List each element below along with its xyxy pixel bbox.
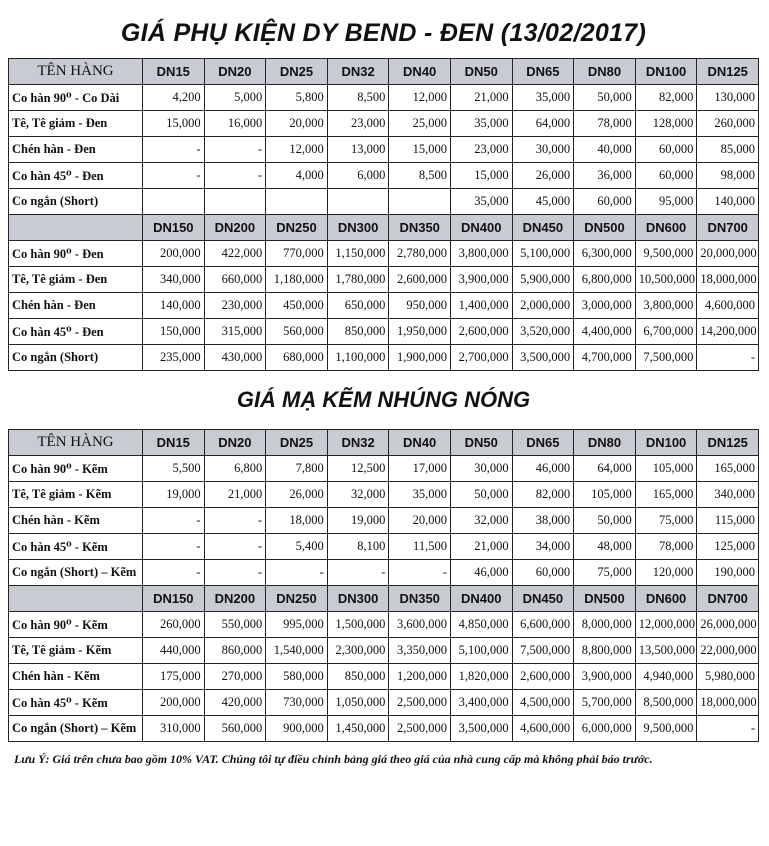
price-cell: 680,000 xyxy=(266,345,328,371)
size-header: DN450 xyxy=(512,586,574,612)
price-cell: 6,000,000 xyxy=(574,716,636,742)
price-cell: 18,000,000 xyxy=(697,267,759,293)
size-header: DN65 xyxy=(512,59,574,85)
price-cell: 2,500,000 xyxy=(389,716,451,742)
price-cell: 3,800,000 xyxy=(635,293,697,319)
black-fittings-table xyxy=(8,58,759,371)
price-cell: 18,000,000 xyxy=(697,690,759,716)
price-cell: 19,000 xyxy=(143,482,205,508)
item-name: Chén hàn - Kẽm xyxy=(9,508,143,534)
price-cell: 1,200,000 xyxy=(389,664,451,690)
item-name: Co hàn 90⁰ - Co Dài xyxy=(9,85,143,111)
size-header: DN350 xyxy=(389,215,451,241)
price-cell: 15,000 xyxy=(389,137,451,163)
item-name: Co hàn 90⁰ - Đen xyxy=(9,241,143,267)
price-cell: 5,500 xyxy=(143,456,205,482)
price-cell: 450,000 xyxy=(266,293,328,319)
price-cell: 2,780,000 xyxy=(389,241,451,267)
price-cell: 150,000 xyxy=(143,319,205,345)
price-cell: 35,000 xyxy=(512,85,574,111)
price-cell: 15,000 xyxy=(143,111,205,137)
item-name: Co ngắn (Short) – Kẽm xyxy=(9,560,143,586)
price-cell: 130,000 xyxy=(697,85,759,111)
price-cell: 60,000 xyxy=(574,189,636,215)
size-header: DN20 xyxy=(204,430,266,456)
price-cell: 78,000 xyxy=(635,534,697,560)
price-cell xyxy=(266,189,328,215)
size-header: DN25 xyxy=(266,430,328,456)
item-name: Tê, Tê giảm - Đen xyxy=(9,111,143,137)
price-cell: 46,000 xyxy=(450,560,512,586)
price-cell: 12,500 xyxy=(327,456,389,482)
price-cell: 200,000 xyxy=(143,241,205,267)
price-cell: 1,500,000 xyxy=(327,612,389,638)
size-header: DN400 xyxy=(450,215,512,241)
price-cell: 11,500 xyxy=(389,534,451,560)
table-row xyxy=(9,241,759,267)
price-cell: 5,100,000 xyxy=(512,241,574,267)
price-cell: 315,000 xyxy=(204,319,266,345)
black-section-title: GIÁ PHỤ KIỆN DY BEND - ĐEN (13/02/2017) xyxy=(120,19,647,47)
size-header: DN600 xyxy=(635,586,697,612)
price-cell: 3,600,000 xyxy=(389,612,451,638)
price-cell: 21,000 xyxy=(450,534,512,560)
table-row xyxy=(9,163,759,189)
price-cell: 4,400,000 xyxy=(574,319,636,345)
price-cell: 550,000 xyxy=(204,612,266,638)
price-cell: 730,000 xyxy=(266,690,328,716)
table-row xyxy=(9,690,759,716)
price-cell: 16,000 xyxy=(204,111,266,137)
price-cell: 2,000,000 xyxy=(512,293,574,319)
price-cell: 950,000 xyxy=(389,293,451,319)
table-row xyxy=(9,612,759,638)
price-cell xyxy=(143,189,205,215)
price-cell: 770,000 xyxy=(266,241,328,267)
price-cell: 3,900,000 xyxy=(574,664,636,690)
header-row xyxy=(9,586,759,612)
price-cell: 50,000 xyxy=(574,508,636,534)
size-header: DN500 xyxy=(574,586,636,612)
price-cell: 3,500,000 xyxy=(512,345,574,371)
size-header: DN450 xyxy=(512,215,574,241)
table-row xyxy=(9,137,759,163)
price-cell: 2,500,000 xyxy=(389,690,451,716)
size-header: DN250 xyxy=(266,215,328,241)
price-cell: 82,000 xyxy=(512,482,574,508)
item-name: Chén hàn - Đen xyxy=(9,137,143,163)
price-cell: 17,000 xyxy=(389,456,451,482)
price-cell: 30,000 xyxy=(512,137,574,163)
size-header: DN600 xyxy=(635,215,697,241)
price-cell: 23,000 xyxy=(327,111,389,137)
price-cell: 13,500,000 xyxy=(635,638,697,664)
price-cell: 8,500 xyxy=(327,85,389,111)
price-cell: 175,000 xyxy=(143,664,205,690)
price-cell: 13,000 xyxy=(327,137,389,163)
size-header: DN32 xyxy=(327,59,389,85)
item-name: Co hàn 90⁰ - Kẽm xyxy=(9,456,143,482)
size-header: DN40 xyxy=(389,59,451,85)
vat-note: Lưu Ý: Giá trên chưa bao gồm 10% VAT. Chúng tôi tự điều chỉnh bảng giá theo giá của nhà cung cấp mà không phải báo trước. xyxy=(14,752,653,766)
price-cell: 3,400,000 xyxy=(450,690,512,716)
item-name: Tê, Tê giảm - Đen xyxy=(9,267,143,293)
price-cell: 2,600,000 xyxy=(512,664,574,690)
price-cell: 1,540,000 xyxy=(266,638,328,664)
price-cell: 4,600,000 xyxy=(512,716,574,742)
price-cell: 580,000 xyxy=(266,664,328,690)
price-cell: 8,000,000 xyxy=(574,612,636,638)
table-row xyxy=(9,534,759,560)
size-header: DN32 xyxy=(327,430,389,456)
price-cell: 8,500 xyxy=(389,163,451,189)
header-row xyxy=(9,59,759,85)
price-cell: 35,000 xyxy=(450,189,512,215)
price-cell: 235,000 xyxy=(143,345,205,371)
price-cell: 20,000 xyxy=(389,508,451,534)
price-cell: 35,000 xyxy=(450,111,512,137)
size-header: DN65 xyxy=(512,430,574,456)
price-cell: 5,800 xyxy=(266,85,328,111)
size-header: DN15 xyxy=(143,59,205,85)
price-cell: 3,520,000 xyxy=(512,319,574,345)
price-cell: - xyxy=(697,345,759,371)
name-column-header: TÊN HÀNG xyxy=(9,430,143,456)
price-cell: 260,000 xyxy=(697,111,759,137)
price-cell: 34,000 xyxy=(512,534,574,560)
price-cell: 4,700,000 xyxy=(574,345,636,371)
price-cell: 32,000 xyxy=(450,508,512,534)
header-row xyxy=(9,215,759,241)
price-cell: 440,000 xyxy=(143,638,205,664)
price-cell: 2,600,000 xyxy=(450,319,512,345)
price-cell: 3,800,000 xyxy=(450,241,512,267)
price-cell: 23,000 xyxy=(450,137,512,163)
size-header: DN200 xyxy=(204,586,266,612)
price-cell: 7,500,000 xyxy=(635,345,697,371)
price-cell: 64,000 xyxy=(512,111,574,137)
price-cell: 1,950,000 xyxy=(389,319,451,345)
price-cell: - xyxy=(204,534,266,560)
price-cell: 60,000 xyxy=(635,137,697,163)
size-header: DN25 xyxy=(266,59,328,85)
item-name: Co ngắn (Short) – Kẽm xyxy=(9,716,143,742)
size-header: DN50 xyxy=(450,59,512,85)
size-header: DN700 xyxy=(697,215,759,241)
price-cell: 3,000,000 xyxy=(574,293,636,319)
price-cell: 1,400,000 xyxy=(450,293,512,319)
price-cell: 30,000 xyxy=(450,456,512,482)
price-cell: 230,000 xyxy=(204,293,266,319)
price-cell: 15,000 xyxy=(450,163,512,189)
price-cell: 6,000 xyxy=(327,163,389,189)
blank-header-cell xyxy=(9,586,143,612)
price-cell: 6,800 xyxy=(204,456,266,482)
price-cell: 50,000 xyxy=(574,85,636,111)
price-cell: - xyxy=(204,137,266,163)
table-row xyxy=(9,456,759,482)
price-cell: 12,000,000 xyxy=(635,612,697,638)
price-cell: 60,000 xyxy=(635,163,697,189)
price-cell: 660,000 xyxy=(204,267,266,293)
price-cell: 1,050,000 xyxy=(327,690,389,716)
table-row xyxy=(9,638,759,664)
price-cell: 420,000 xyxy=(204,690,266,716)
price-cell xyxy=(204,189,266,215)
price-cell: 4,600,000 xyxy=(697,293,759,319)
price-cell: 430,000 xyxy=(204,345,266,371)
item-name: Co hàn 45⁰ - Đen xyxy=(9,319,143,345)
price-cell: 14,200,000 xyxy=(697,319,759,345)
price-cell: 4,500,000 xyxy=(512,690,574,716)
price-cell: 18,000 xyxy=(266,508,328,534)
price-cell: 120,000 xyxy=(635,560,697,586)
price-cell: - xyxy=(204,560,266,586)
size-header: DN100 xyxy=(635,59,697,85)
table-row xyxy=(9,716,759,742)
price-cell: 20,000,000 xyxy=(697,241,759,267)
price-cell: 850,000 xyxy=(327,319,389,345)
size-header: DN125 xyxy=(697,59,759,85)
price-cell: 46,000 xyxy=(512,456,574,482)
price-cell: 9,500,000 xyxy=(635,716,697,742)
price-cell: 75,000 xyxy=(635,508,697,534)
price-sheet xyxy=(8,8,759,838)
size-header: DN200 xyxy=(204,215,266,241)
price-cell: - xyxy=(143,137,205,163)
price-cell: 32,000 xyxy=(327,482,389,508)
price-cell: 1,820,000 xyxy=(450,664,512,690)
price-cell: 26,000,000 xyxy=(697,612,759,638)
price-cell: 1,900,000 xyxy=(389,345,451,371)
price-cell: 6,800,000 xyxy=(574,267,636,293)
price-cell: 5,700,000 xyxy=(574,690,636,716)
size-header: DN300 xyxy=(327,586,389,612)
price-cell: - xyxy=(204,163,266,189)
price-cell: 36,000 xyxy=(574,163,636,189)
price-cell: 85,000 xyxy=(697,137,759,163)
price-cell: 860,000 xyxy=(204,638,266,664)
table-row xyxy=(9,508,759,534)
price-cell: 128,000 xyxy=(635,111,697,137)
item-name: Chén hàn - Đen xyxy=(9,293,143,319)
price-cell: 3,500,000 xyxy=(450,716,512,742)
galvanized-section-title: GIÁ MẠ KẼM NHÚNG NÓNG xyxy=(236,387,531,412)
price-cell: 1,150,000 xyxy=(327,241,389,267)
price-cell: 6,600,000 xyxy=(512,612,574,638)
price-cell: - xyxy=(143,560,205,586)
price-cell: 340,000 xyxy=(697,482,759,508)
price-cell: 5,100,000 xyxy=(450,638,512,664)
size-header: DN150 xyxy=(143,215,205,241)
price-cell: 21,000 xyxy=(204,482,266,508)
item-name: Co hàn 90⁰ - Kẽm xyxy=(9,612,143,638)
price-cell: 48,000 xyxy=(574,534,636,560)
price-cell: 340,000 xyxy=(143,267,205,293)
price-cell: 560,000 xyxy=(204,716,266,742)
price-cell: 4,000 xyxy=(266,163,328,189)
price-cell: 3,350,000 xyxy=(389,638,451,664)
price-cell: 82,000 xyxy=(635,85,697,111)
size-header: DN40 xyxy=(389,430,451,456)
price-cell: 2,600,000 xyxy=(389,267,451,293)
size-header: DN80 xyxy=(574,430,636,456)
table-row xyxy=(9,482,759,508)
galvanized-fittings-table xyxy=(8,429,759,742)
price-cell: 5,900,000 xyxy=(512,267,574,293)
price-cell: 560,000 xyxy=(266,319,328,345)
price-cell: 22,000,000 xyxy=(697,638,759,664)
table-row xyxy=(9,111,759,137)
price-cell: 140,000 xyxy=(143,293,205,319)
price-cell: 64,000 xyxy=(574,456,636,482)
table-row xyxy=(9,267,759,293)
price-cell: 40,000 xyxy=(574,137,636,163)
price-cell: 105,000 xyxy=(635,456,697,482)
price-cell: 50,000 xyxy=(450,482,512,508)
price-cell: 165,000 xyxy=(635,482,697,508)
price-cell: 2,700,000 xyxy=(450,345,512,371)
price-cell: 1,100,000 xyxy=(327,345,389,371)
price-cell: 9,500,000 xyxy=(635,241,697,267)
price-cell: 8,800,000 xyxy=(574,638,636,664)
price-cell: 60,000 xyxy=(512,560,574,586)
price-cell: 1,450,000 xyxy=(327,716,389,742)
price-cell: - xyxy=(143,534,205,560)
price-cell: 105,000 xyxy=(574,482,636,508)
price-cell: 4,200 xyxy=(143,85,205,111)
price-cell: 125,000 xyxy=(697,534,759,560)
price-cell: 115,000 xyxy=(697,508,759,534)
item-name: Co ngắn (Short) xyxy=(9,189,143,215)
table-row xyxy=(9,293,759,319)
size-header: DN700 xyxy=(697,586,759,612)
price-cell: 310,000 xyxy=(143,716,205,742)
price-cell: 6,300,000 xyxy=(574,241,636,267)
price-cell: 38,000 xyxy=(512,508,574,534)
price-cell xyxy=(389,189,451,215)
size-header: DN125 xyxy=(697,430,759,456)
price-cell: 7,500,000 xyxy=(512,638,574,664)
price-cell: 8,100 xyxy=(327,534,389,560)
price-cell: 4,940,000 xyxy=(635,664,697,690)
price-cell: 850,000 xyxy=(327,664,389,690)
price-cell: - xyxy=(327,560,389,586)
table-row xyxy=(9,189,759,215)
size-header: DN100 xyxy=(635,430,697,456)
price-cell: 5,000 xyxy=(204,85,266,111)
table-row xyxy=(9,560,759,586)
table-row xyxy=(9,319,759,345)
price-cell: 270,000 xyxy=(204,664,266,690)
price-cell: 995,000 xyxy=(266,612,328,638)
price-cell: 78,000 xyxy=(574,111,636,137)
table-row xyxy=(9,664,759,690)
price-cell: 12,000 xyxy=(389,85,451,111)
price-cell xyxy=(327,189,389,215)
item-name: Tê, Tê giảm - Kẽm xyxy=(9,638,143,664)
price-cell: 260,000 xyxy=(143,612,205,638)
size-header: DN250 xyxy=(266,586,328,612)
name-column-header: TÊN HÀNG xyxy=(9,59,143,85)
price-cell: 98,000 xyxy=(697,163,759,189)
price-cell: 25,000 xyxy=(389,111,451,137)
price-cell: 190,000 xyxy=(697,560,759,586)
item-name: Chén hàn - Kẽm xyxy=(9,664,143,690)
price-cell: 5,980,000 xyxy=(697,664,759,690)
item-name: Co hàn 45⁰ - Kẽm xyxy=(9,534,143,560)
price-cell: 165,000 xyxy=(697,456,759,482)
price-cell: - xyxy=(697,716,759,742)
price-cell: 6,700,000 xyxy=(635,319,697,345)
price-cell: 75,000 xyxy=(574,560,636,586)
price-cell: 650,000 xyxy=(327,293,389,319)
size-header: DN50 xyxy=(450,430,512,456)
price-cell: 26,000 xyxy=(512,163,574,189)
header-row xyxy=(9,430,759,456)
price-cell: 2,300,000 xyxy=(327,638,389,664)
item-name: Tê, Tê giảm - Kẽm xyxy=(9,482,143,508)
size-header: DN15 xyxy=(143,430,205,456)
price-cell: 5,400 xyxy=(266,534,328,560)
price-cell: 21,000 xyxy=(450,85,512,111)
price-cell: - xyxy=(266,560,328,586)
price-cell: 900,000 xyxy=(266,716,328,742)
price-cell: - xyxy=(143,163,205,189)
price-cell: 140,000 xyxy=(697,189,759,215)
size-header: DN350 xyxy=(389,586,451,612)
price-cell: 3,900,000 xyxy=(450,267,512,293)
price-cell: - xyxy=(389,560,451,586)
price-cell: 26,000 xyxy=(266,482,328,508)
item-name: Co hàn 45⁰ - Đen xyxy=(9,163,143,189)
price-cell: - xyxy=(143,508,205,534)
price-cell: 1,780,000 xyxy=(327,267,389,293)
size-header: DN300 xyxy=(327,215,389,241)
price-cell: 12,000 xyxy=(266,137,328,163)
table-row xyxy=(9,345,759,371)
price-cell: 1,180,000 xyxy=(266,267,328,293)
blank-header-cell xyxy=(9,215,143,241)
item-name: Co ngắn (Short) xyxy=(9,345,143,371)
price-cell: 4,850,000 xyxy=(450,612,512,638)
price-cell: 20,000 xyxy=(266,111,328,137)
price-cell: 19,000 xyxy=(327,508,389,534)
size-header: DN150 xyxy=(143,586,205,612)
size-header: DN80 xyxy=(574,59,636,85)
price-cell: 422,000 xyxy=(204,241,266,267)
price-cell: 8,500,000 xyxy=(635,690,697,716)
size-header: DN20 xyxy=(204,59,266,85)
price-cell: 35,000 xyxy=(389,482,451,508)
price-cell: 45,000 xyxy=(512,189,574,215)
price-cell: - xyxy=(204,508,266,534)
item-name: Co hàn 45⁰ - Kẽm xyxy=(9,690,143,716)
price-cell: 95,000 xyxy=(635,189,697,215)
price-cell: 200,000 xyxy=(143,690,205,716)
size-header: DN500 xyxy=(574,215,636,241)
price-cell: 7,800 xyxy=(266,456,328,482)
table-row xyxy=(9,85,759,111)
size-header: DN400 xyxy=(450,586,512,612)
price-cell: 10,500,000 xyxy=(635,267,697,293)
